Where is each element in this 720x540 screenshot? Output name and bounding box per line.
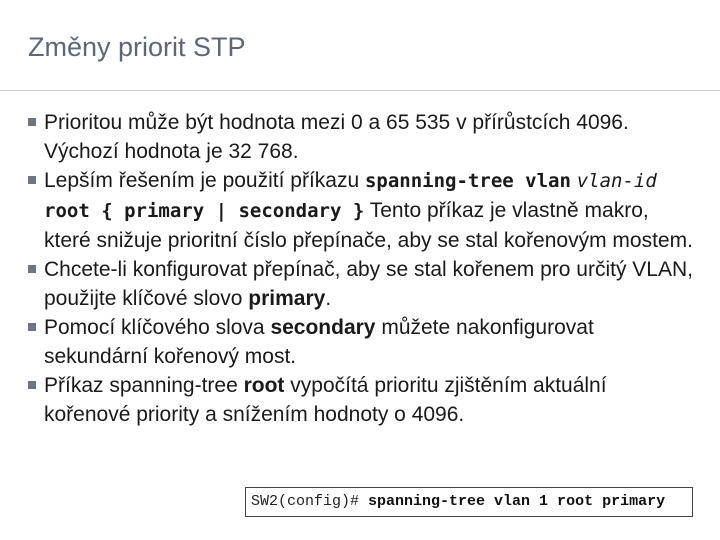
- bullet-item-primary: [28, 255, 698, 313]
- bullet-item-secondary: [28, 313, 698, 371]
- bullet-text-post: Tento příkaz je vlastně makro, které snižuje prioritní číslo přepínače, aby se stal kořenovým mostem.: [44, 199, 693, 252]
- bullet-list: [28, 108, 698, 429]
- command-example-box: [245, 487, 693, 517]
- bullet-square-icon: [28, 323, 36, 331]
- bullet-text-post: můžete nakonfigurovat sekundární kořenový most.: [44, 316, 594, 368]
- bullet-square-icon: [28, 176, 36, 184]
- slide-title: Změny priorit STP: [28, 32, 246, 62]
- bullet-item-priority-range: [28, 108, 698, 166]
- cli-command: spanning-tree vlan 1 root primary: [368, 493, 666, 510]
- bullet-item-root: [28, 371, 698, 429]
- bullet-text-post: vypočítá prioritu zjištěním aktuální kořenové priority a snížením hodnoty o 4096.: [44, 374, 607, 426]
- bullet-square-icon: [28, 118, 36, 126]
- bullet-text-pre: Příkaz spanning-tree: [44, 374, 244, 397]
- keyword-primary: primary: [248, 287, 326, 310]
- bullet-text-pre: Lepším řešením je použití příkazu: [44, 169, 365, 192]
- bullet-text: Prioritou může být hodnota mezi 0 a 65 535 v přírůstcích 4096. Výchozí hodnota je 32 768.: [44, 111, 629, 163]
- title-divider: [0, 90, 720, 91]
- cli-prompt: SW2(config)#: [251, 493, 369, 510]
- command-keyword: spanning-tree vlan: [364, 170, 571, 192]
- command-variable: vlan-id: [576, 170, 657, 192]
- command-options: root { primary | secondary }: [44, 200, 365, 222]
- keyword-root: root: [243, 374, 285, 397]
- bullet-text-pre: Pomocí klíčového slova: [44, 316, 271, 339]
- bullet-text-pre: Chcete-li konfigurovat přepínač, aby se stal kořenem pro určitý VLAN, použijte klíčové slovo: [44, 258, 693, 310]
- keyword-secondary: secondary: [270, 316, 376, 339]
- bullet-item-spanning-tree-command: [28, 166, 698, 255]
- bullet-text-post: .: [325, 287, 332, 310]
- bullet-square-icon: [28, 265, 36, 273]
- bullet-square-icon: [28, 381, 36, 389]
